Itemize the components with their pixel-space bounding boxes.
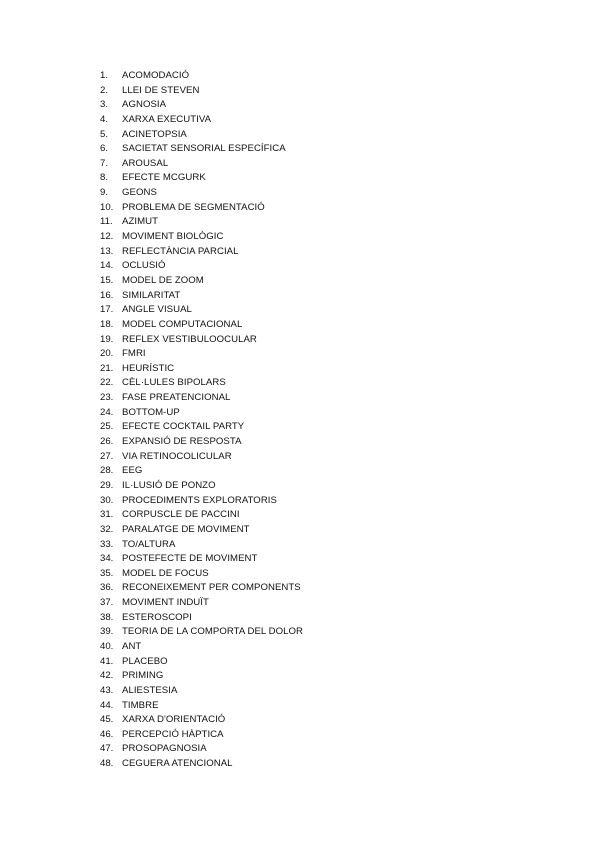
item-number: 28. (100, 465, 114, 477)
item-text: PERCEPCIÓ HÀPTICA (122, 728, 224, 740)
item-text: FASE PREATENCIONAL (122, 392, 231, 404)
item-text: TO/ALTURA (122, 538, 176, 550)
item-text: EEG (122, 465, 143, 477)
item-text: ESTEROSCOPI (122, 611, 192, 623)
item-number: 43. (100, 684, 114, 696)
item-text: TEORIA DE LA COMPORTA DEL DOLOR (122, 626, 304, 638)
item-text: TIMBRE (122, 699, 159, 711)
list-item (100, 713, 303, 728)
item-number: 26. (100, 436, 114, 448)
item-text: LLEI DE STEVEN (122, 84, 200, 96)
item-text: AROUSAL (122, 157, 169, 169)
item-number: 14. (100, 260, 114, 272)
item-number: 46. (100, 728, 114, 740)
item-number: 11. (100, 216, 113, 228)
item-text: RECONEIXEMENT PER COMPONENTS (122, 582, 301, 594)
list-item (100, 523, 303, 538)
item-text: MOVIMENT INDUÏT (122, 597, 209, 609)
list-item (100, 245, 303, 260)
item-text: ACOMODACIÓ (122, 70, 190, 81)
list-item (100, 69, 303, 84)
list-item (100, 508, 303, 523)
list-item (100, 333, 303, 348)
item-number: 48. (100, 758, 114, 770)
list-item (100, 289, 303, 304)
item-number: 7. (100, 157, 109, 169)
item-number: 21. (100, 362, 114, 374)
item-text: ACINETOPSIA (122, 128, 187, 140)
item-text: REFLEX VESTIBULOOCULAR (122, 333, 257, 345)
item-text: PROSOPAGNOSIA (122, 743, 207, 755)
list-item (100, 742, 303, 757)
item-number: 29. (100, 479, 114, 491)
item-number: 19. (100, 333, 114, 345)
list-item (100, 362, 303, 377)
item-number: 22. (100, 377, 114, 389)
item-number: 1. (100, 70, 109, 81)
list-item (100, 259, 303, 274)
item-number: 6. (100, 143, 109, 155)
item-number: 39. (100, 626, 114, 638)
list-item (100, 128, 303, 143)
list-item (100, 655, 303, 670)
item-text: PRIMING (122, 670, 164, 682)
list-item (100, 435, 303, 450)
list-item (100, 669, 303, 684)
item-number: 16. (100, 289, 114, 301)
item-number: 25. (100, 421, 114, 433)
list-item (100, 230, 303, 245)
item-number: 24. (100, 406, 114, 418)
list-item (100, 552, 303, 567)
item-text: MODEL DE FOCUS (122, 567, 209, 579)
item-text: EFECTE COCKTAIL PARTY (122, 421, 245, 433)
list-item (100, 98, 303, 113)
list-item (100, 201, 303, 216)
item-number: 10. (100, 201, 114, 213)
item-text: PLACEBO (122, 655, 168, 667)
list-item (100, 640, 303, 655)
list-item (100, 347, 303, 362)
list-item (100, 186, 303, 201)
list-item (100, 157, 303, 172)
item-text: ANGLE VISUAL (122, 304, 192, 316)
item-text: IL·LUSIÓ DE PONZO (122, 479, 216, 491)
list-item (100, 142, 303, 157)
list-item (100, 611, 303, 626)
item-text: OCLUSIÓ (122, 260, 166, 272)
item-number: 42. (100, 670, 114, 682)
item-text: SACIETAT SENSORIAL ESPECÍFICA (122, 143, 286, 155)
term-list (100, 69, 303, 772)
list-item (100, 625, 303, 640)
item-text: REFLECTÀNCIA PARCIAL (122, 245, 239, 257)
list-item (100, 728, 303, 743)
item-number: 8. (100, 172, 109, 184)
list-item (100, 757, 303, 772)
list-item (100, 84, 303, 99)
item-number: 2. (100, 84, 109, 96)
list-item (100, 420, 303, 435)
list-item (100, 318, 303, 333)
item-number: 41. (100, 655, 114, 667)
item-text: FMRI (122, 348, 146, 360)
item-number: 15. (100, 274, 114, 286)
item-number: 18. (100, 318, 114, 330)
item-text: EFECTE MCGURK (122, 172, 206, 184)
list-item (100, 376, 303, 391)
item-number: 20. (100, 348, 114, 360)
list-item (100, 303, 303, 318)
item-text: CEGUERA ATENCIONAL (122, 758, 233, 770)
item-number: 44. (100, 699, 114, 711)
list-item (100, 113, 303, 128)
item-text: BOTTOM-UP (122, 406, 180, 418)
item-number: 38. (100, 611, 114, 623)
list-item (100, 406, 303, 421)
item-number: 37. (100, 597, 114, 609)
list-item (100, 581, 303, 596)
list-item (100, 464, 303, 479)
list-item (100, 450, 303, 465)
item-text: HEURÍSTIC (122, 362, 175, 374)
item-number: 31. (100, 509, 114, 521)
item-number: 3. (100, 99, 109, 111)
item-number: 9. (100, 187, 109, 199)
list-item (100, 479, 303, 494)
item-text: PARALATGE DE MOVIMENT (122, 523, 250, 535)
item-text: CÈL·LULES BIPOLARS (122, 377, 226, 389)
item-text: GEONS (122, 187, 157, 199)
item-number: 40. (100, 640, 114, 652)
item-text: MODEL COMPUTACIONAL (122, 318, 243, 330)
list-item (100, 567, 303, 582)
item-text: ALIESTESIA (122, 684, 178, 696)
item-text: MOVIMENT BIOLÒGIC (122, 231, 224, 243)
list-item (100, 596, 303, 611)
item-text: AZIMUT (122, 216, 159, 228)
item-text: POSTEFECTE DE MOVIMENT (122, 553, 258, 565)
list-item (100, 274, 303, 289)
item-number: 27. (100, 450, 114, 462)
item-number: 34. (100, 553, 114, 565)
item-text: ANT (122, 640, 142, 652)
item-number: 47. (100, 743, 114, 755)
item-text: PROCEDIMENTS EXPLORATORIS (122, 494, 277, 506)
item-number: 45. (100, 714, 114, 726)
item-number: 35. (100, 567, 114, 579)
item-text: XARXA D'ORIENTACIÓ (122, 714, 226, 726)
item-number: 13. (100, 245, 114, 257)
item-number: 32. (100, 523, 114, 535)
item-text: SIMILARITAT (122, 289, 181, 301)
list-item (100, 171, 303, 186)
list-item (100, 391, 303, 406)
item-text: CORPUSCLE DE PACCINI (122, 509, 240, 521)
item-text: AGNOSIA (122, 99, 167, 111)
list-item (100, 215, 303, 230)
item-text: VIA RETINOCOLICULAR (122, 450, 232, 462)
item-number: 17. (100, 304, 114, 316)
item-text: EXPANSIÓ DE RESPOSTA (122, 436, 242, 448)
item-number: 30. (100, 494, 114, 506)
item-number: 12. (100, 231, 114, 243)
list-item (100, 684, 303, 699)
item-number: 33. (100, 538, 114, 550)
item-number: 23. (100, 392, 114, 404)
item-text: PROBLEMA DE SEGMENTACIÓ (122, 201, 265, 213)
item-text: XARXA EXECUTIVA (122, 113, 212, 125)
item-number: 36. (100, 582, 114, 594)
item-text: MODEL DE ZOOM (122, 274, 204, 286)
list-item (100, 699, 303, 714)
list-item (100, 494, 303, 509)
list-item (100, 538, 303, 553)
item-number: 4. (100, 113, 109, 125)
item-number: 5. (100, 128, 109, 140)
